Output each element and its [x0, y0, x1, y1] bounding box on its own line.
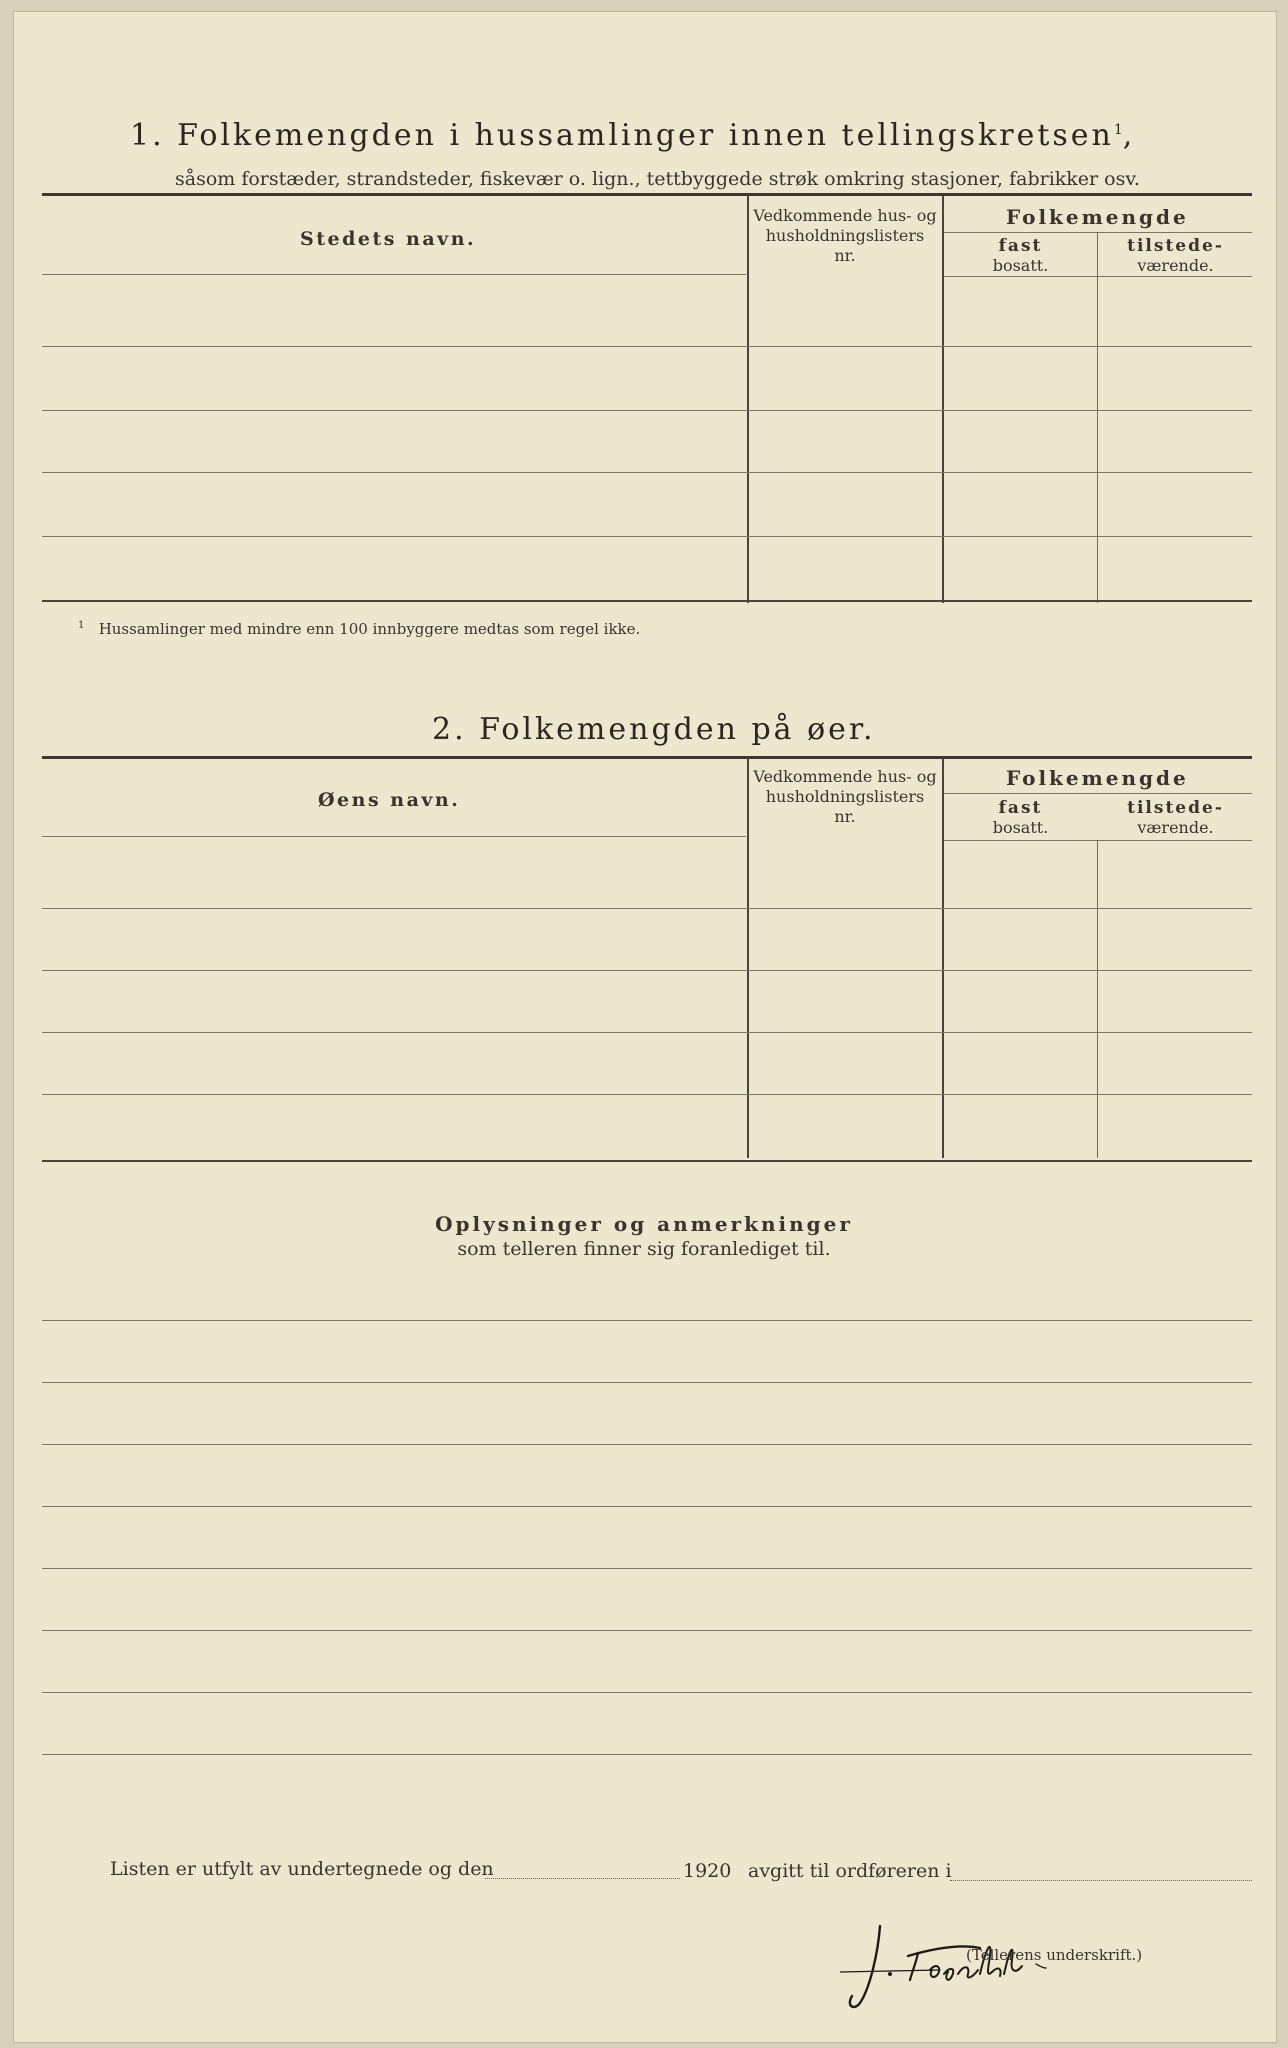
notes-line [42, 1506, 1252, 1507]
notes-line [42, 1692, 1252, 1693]
section1-col-tilstede-header [1099, 236, 1252, 276]
section2-folkemengde-header: Folkemengde [1006, 766, 1189, 790]
notes-line [42, 1444, 1252, 1445]
section1-footnote-text: Hussamlinger med mindre enn 100 innbyggere medtas som regel ikke. [98, 620, 641, 638]
section2-col-tilstede-line2: værende. [1137, 818, 1214, 837]
section1-col-fast-line2: bosatt. [992, 256, 1049, 275]
section1-col-tilstede-line2: værende. [1137, 256, 1214, 275]
signature-line-suffix: avgitt til ordføreren i [748, 1860, 952, 1882]
section2-folk-rule [944, 793, 1252, 794]
section1-col-divider-3 [1097, 232, 1098, 603]
section1-title-footnote-mark: 1 [1113, 122, 1123, 138]
section2-col-fast-line1: fast [998, 798, 1043, 818]
section1-row-rule [42, 410, 1252, 411]
handwritten-signature-text [0, 0, 1, 1]
section1-col-name-header: Stedets navn. [300, 228, 477, 250]
section2-col-list-line2: husholdningslisters [765, 787, 925, 806]
signature-year: 1920 [683, 1860, 732, 1882]
section1-col-fast-header [944, 236, 1097, 276]
section2-col-list-header [750, 767, 940, 827]
section1-table-top-rule [42, 193, 1252, 196]
section1-folkemengde-header: Folkemengde [1006, 205, 1189, 229]
section2-col-tilstede-line1: tilstede- [1127, 798, 1224, 818]
notes-line [42, 1754, 1252, 1755]
section1-title-suffix: , [1122, 118, 1136, 153]
section1-col-list-line2: husholdningslisters [765, 226, 925, 245]
notes-line [42, 1320, 1252, 1321]
section1-col-list-line3: nr. [834, 246, 856, 265]
section1-col-fast-line1: fast [998, 236, 1043, 256]
municipality-blank [950, 1880, 1252, 1881]
section2-col-name-header: Øens navn. [318, 789, 461, 811]
section2-col-fast-line2: bosatt. [992, 818, 1049, 837]
section1-subtitle: såsom forstæder, strandsteder, fiskevær o. lign., tettbyggede strøk omkring stasjoner, fabrikker osv. [175, 168, 1140, 190]
section2-col-list-line1: Vedkommende hus- og [753, 767, 937, 786]
section2-col-divider-3 [1097, 840, 1098, 1158]
notes-title: Oplysninger og anmerkninger [435, 1212, 853, 1236]
section2-col-list-line3: nr. [834, 807, 856, 826]
section2-table-bottom-rule [42, 1160, 1252, 1162]
notes-subtitle: som telleren finner sig foranlediget til. [457, 1238, 831, 1260]
section1-row-rule [42, 346, 1252, 347]
section1-col-divider-1 [747, 195, 749, 603]
section2-row-rule [42, 908, 1252, 909]
signature-line-prefix: Listen er utfylt av undertegnede og den [110, 1858, 494, 1880]
section2-row-rule [42, 970, 1252, 971]
notes-line [42, 1568, 1252, 1569]
section2-title: 2. Folkemengden på øer. [432, 712, 876, 747]
section1-row-rule [42, 536, 1252, 537]
section1-col-tilstede-line1: tilstede- [1127, 236, 1224, 256]
section1-title-text: 1. Folkemengden i hussamlinger innen tellingskretsen [130, 118, 1114, 153]
section2-row-rule [42, 1032, 1252, 1033]
section1-folk-rule [944, 232, 1252, 233]
census-form-page [14, 12, 1276, 2042]
section1-header-rule-b [944, 276, 1252, 277]
date-blank [485, 1878, 680, 1879]
section1-footnote [78, 620, 640, 638]
section2-table-top-rule [42, 756, 1252, 759]
section2-col-tilstede-header [1099, 798, 1252, 838]
notes-line [42, 1382, 1252, 1383]
notes-line [42, 1630, 1252, 1631]
section2-header-rule-b [944, 840, 1252, 841]
section1-table-bottom-rule [42, 600, 1252, 602]
signature-label: (Tellerens underskrift.) [966, 1946, 1143, 1964]
section2-row-rule [42, 1094, 1252, 1095]
section1-header-rule-a [42, 274, 746, 275]
section1-col-list-line1: Vedkommende hus- og [753, 206, 937, 225]
section2-header-rule-a [42, 836, 746, 837]
section1-col-list-header [750, 206, 940, 266]
section1-title [130, 118, 1135, 153]
section1-row-rule [42, 472, 1252, 473]
section1-footnote-mark: 1 [78, 620, 85, 631]
section2-col-divider-1 [747, 758, 749, 1158]
section2-col-fast-header [944, 798, 1097, 838]
